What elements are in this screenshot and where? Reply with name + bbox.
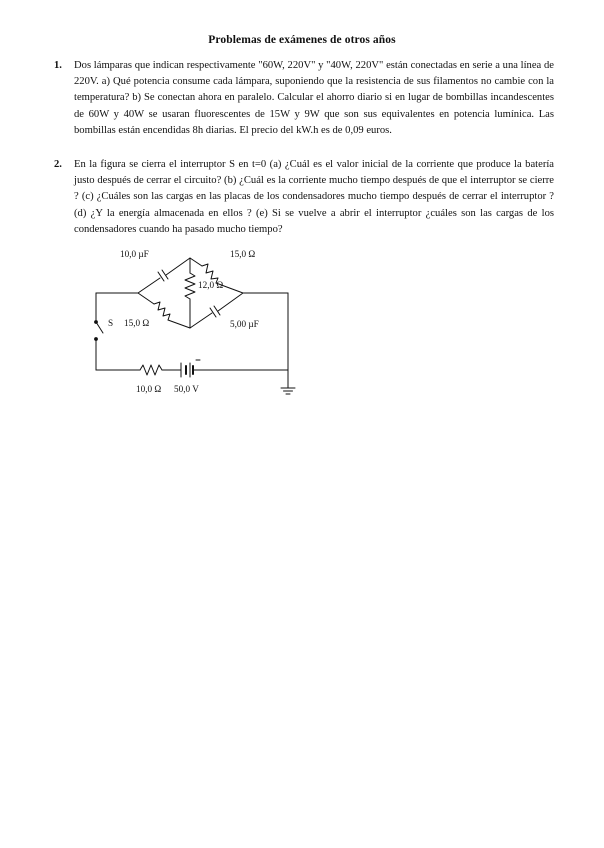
circuit-diagram (80, 238, 310, 403)
label-cap-5uF: 5,00 µF (230, 319, 259, 329)
label-cap-10uF: 10,0 µF (120, 249, 149, 259)
problem-1 (54, 58, 554, 139)
label-res-10: 10,0 Ω (136, 384, 162, 394)
problem-1-text: Dos lámparas que indican respectivamente "60W, 220V" y "40W, 220V" están conectadas en serie a una línea de 220V. a) Qué potencia consume cada lámpara, suponiendo que la resistencia de sus filamentos no cambie con la temperatura? b) Se conectan ahora en paralelo. Calcular el ahorro diario si en lugar de bombillas incandescentes de 60W y 40W se usaran fluorescentes de 15W y 9W que son sus equivalentes en potencia lumínica. Las bombillas están encendidas 8h diarias. El precio del kW.h es de 0,09 euros. (74, 60, 554, 136)
resistor-10-battery (140, 365, 162, 375)
capacitor-10uF (138, 258, 190, 293)
problem-1-number: 1. (54, 60, 62, 71)
label-res-15-bottom: 15,0 Ω (124, 318, 150, 328)
resistor-12-middle (185, 258, 195, 328)
problem-2-number: 2. (54, 159, 62, 170)
ground-icon (281, 388, 295, 394)
problem-2-text: En la figura se cierra el interruptor S en t=0 (a) ¿Cuál es el valor inicial de la corriente que produce la batería justo después de cerrar el circuito? (b) ¿Cuál es la corriente mucho tiempo después de que el interruptor se cierre ? (c) ¿Cuáles son las cargas en las placas de los condensadores mucho tiempo después de cerrar el interruptor ? (d) ¿Y la energía almacenada en ellos ? (e) Si se vuelve a abrir el interruptor ¿cuáles son las cargas de los condensadores cuando ha pasado mucho tiempo? (74, 159, 554, 235)
problem-2 (54, 157, 554, 238)
label-res-15-top: 15,0 Ω (230, 249, 256, 259)
label-battery: 50,0 V (174, 384, 199, 394)
label-res-12: 12,0 Ω (198, 280, 224, 290)
switch-S (95, 321, 103, 341)
label-switch: S (108, 318, 114, 328)
battery-50V (181, 360, 200, 377)
page-title: Problemas de exámenes de otros años (208, 34, 396, 46)
